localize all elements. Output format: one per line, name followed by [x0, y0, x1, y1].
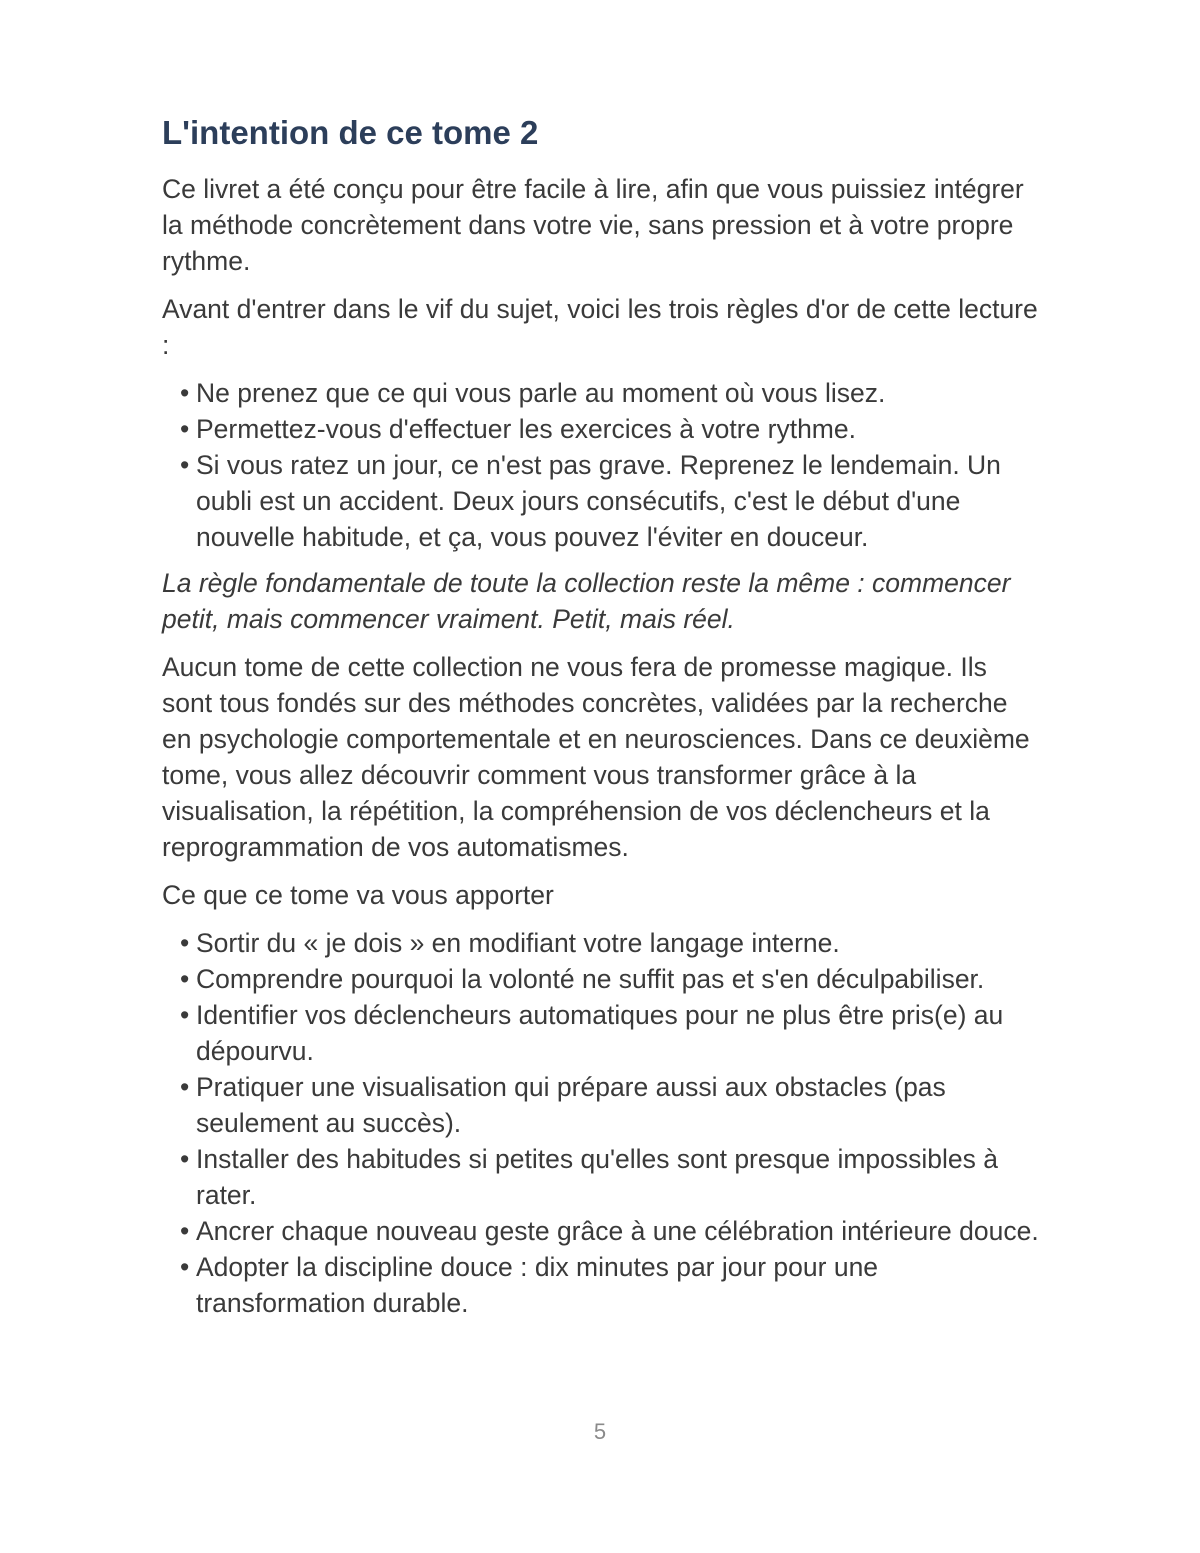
rules-list [162, 375, 1042, 555]
fundamental-rule-quote: La règle fondamentale de toute la collection reste la même : commencer petit, mais commencer vraiment. Petit, mais réel. [162, 568, 1011, 634]
rule-item-3 [182, 447, 1042, 555]
benefit-item-2 [182, 961, 1042, 997]
bullet-icon: • [180, 450, 190, 480]
benefit-text: Installer des habitudes si petites qu'elles sont presque impossibles à rater. [196, 1144, 998, 1210]
bullet-icon: • [180, 1000, 190, 1030]
bullet-icon: • [180, 928, 190, 958]
benefit-text: Identifier vos déclencheurs automatiques pour ne plus être pris(e) au dépourvu. [196, 1000, 1004, 1066]
benefit-item-6 [182, 1213, 1042, 1249]
benefit-item-1 [182, 925, 1042, 961]
rules-intro-paragraph: Avant d'entrer dans le vif du sujet, voici les trois règles d'or de cette lecture : [162, 294, 1038, 360]
benefit-item-7 [182, 1249, 1042, 1321]
bullet-icon: • [180, 414, 190, 444]
benefit-text: Sortir du « je dois » en modifiant votre langage interne. [196, 928, 840, 958]
rule-item-2 [182, 411, 1042, 447]
benefit-text: Pratiquer une visualisation qui prépare aussi aux obstacles (pas seulement au succès). [196, 1072, 946, 1138]
bullet-icon: • [180, 1216, 190, 1246]
document-page [162, 112, 1042, 1331]
page-title: L'intention de ce tome 2 [162, 114, 539, 151]
bullet-icon: • [180, 1252, 190, 1282]
benefit-text: Comprendre pourquoi la volonté ne suffit pas et s'en déculpabiliser. [196, 964, 985, 994]
rule-text: Permettez-vous d'effectuer les exercices à votre rythme. [196, 414, 856, 444]
bullet-icon: • [180, 964, 190, 994]
bullet-icon: • [180, 1144, 190, 1174]
benefit-text: Ancrer chaque nouveau geste grâce à une célébration intérieure douce. [196, 1216, 1039, 1246]
benefit-item-3 [182, 997, 1042, 1069]
intro-paragraph: Ce livret a été conçu pour être facile à lire, afin que vous puissiez intégrer la méthode concrètement dans votre vie, sans pression et à votre propre rythme. [162, 174, 1024, 276]
page-number: 5 [593, 1419, 607, 1444]
benefit-text: Adopter la discipline douce : dix minutes par jour pour une transformation durable. [196, 1252, 879, 1318]
benefit-item-5 [182, 1141, 1042, 1213]
rule-item-1 [182, 375, 1042, 411]
benefit-item-4 [182, 1069, 1042, 1141]
rule-text: Ne prenez que ce qui vous parle au moment où vous lisez. [196, 378, 886, 408]
rule-text: Si vous ratez un jour, ce n'est pas grave. Reprenez le lendemain. Un oubli est un accident. Deux jours consécutifs, c'est le début d'une nouvelle habitude, et ça, vous pouvez l'éviter en douceur. [196, 450, 1001, 552]
bullet-icon: • [180, 378, 190, 408]
benefits-list [162, 925, 1042, 1321]
benefits-heading: Ce que ce tome va vous apporter [162, 880, 554, 910]
collection-paragraph: Aucun tome de cette collection ne vous fera de promesse magique. Ils sont tous fondés sur des méthodes concrètes, validées par la recherche en psychologie comportementale et en neurosciences. Dans ce deuxième tome, vous allez découvrir comment vous transformer grâce à la visualisation, la répétition, la compréhension de vos déclencheurs et la reprogrammation de vos automatismes. [162, 652, 1030, 862]
bullet-icon: • [180, 1072, 190, 1102]
